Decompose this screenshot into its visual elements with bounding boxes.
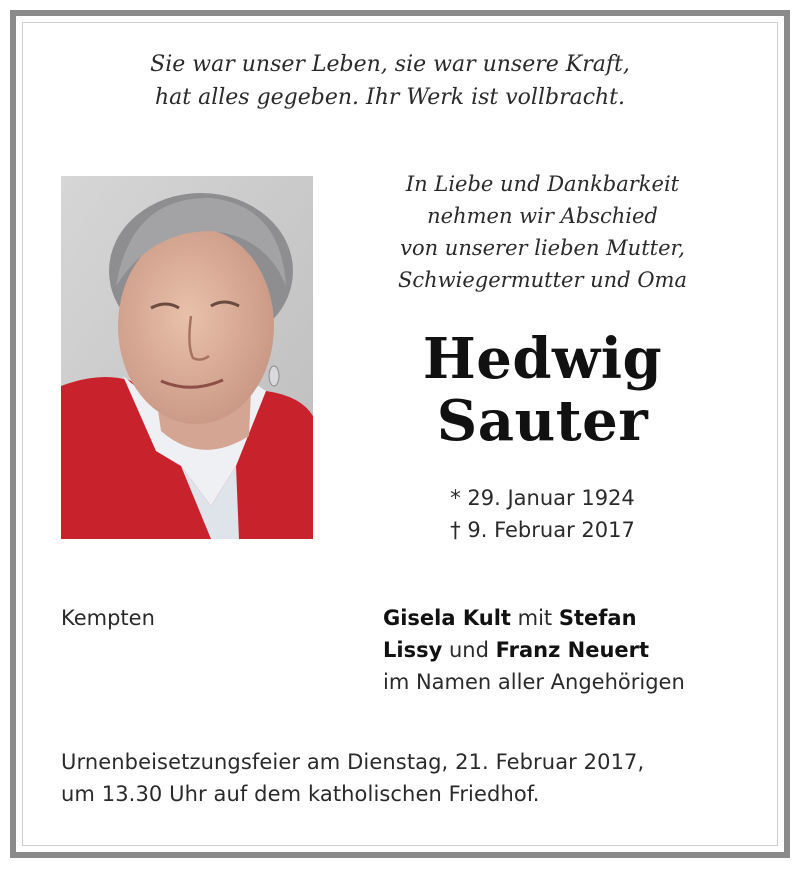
connector: und — [448, 638, 489, 662]
family-member: Stefan — [558, 606, 637, 630]
notice-line-2: um 13.30 Uhr auf dem katholischen Friedhof. — [61, 782, 540, 806]
death-symbol: † — [450, 518, 461, 542]
farewell-intro — [370, 168, 715, 296]
death-date-line — [370, 514, 715, 546]
motto-line-2: hat alles gegeben. Ihr Werk ist vollbracht. — [154, 85, 626, 110]
family-member: Lissy — [383, 638, 443, 662]
last-name: Sauter — [436, 388, 649, 454]
funeral-notice — [61, 746, 751, 810]
connector: mit — [517, 606, 553, 630]
family-signature — [383, 602, 685, 698]
birth-symbol: * — [450, 486, 461, 510]
first-name: Hedwig — [422, 326, 663, 392]
family-line-2 — [383, 634, 685, 666]
birth-date-line — [370, 482, 715, 514]
death-date: 9. Februar 2017 — [467, 518, 635, 542]
portrait-photo — [61, 176, 313, 539]
birth-date: 29. Januar 1924 — [467, 486, 635, 510]
deceased-name — [370, 328, 715, 452]
motto-line-1: Sie war unser Leben, sie war unsere Kraft, — [150, 52, 630, 77]
motto — [0, 48, 780, 114]
notice-line-1: Urnenbeisetzungsfeier am Dienstag, 21. Februar 2017, — [61, 750, 645, 774]
family-member: Gisela Kult — [383, 606, 511, 630]
family-line-1 — [383, 602, 685, 634]
intro-line-3: von unserer lieben Mutter, — [400, 236, 685, 260]
life-dates — [370, 482, 715, 546]
intro-line-2: nehmen wir Abschied — [427, 204, 658, 228]
intro-line-1: In Liebe und Dankbarkeit — [405, 172, 680, 196]
place: Kempten — [61, 606, 155, 630]
family-line-3: im Namen aller Angehörigen — [383, 670, 685, 694]
intro-line-4: Schwiegermutter und Oma — [398, 268, 687, 292]
family-member: Franz Neuert — [495, 638, 650, 662]
